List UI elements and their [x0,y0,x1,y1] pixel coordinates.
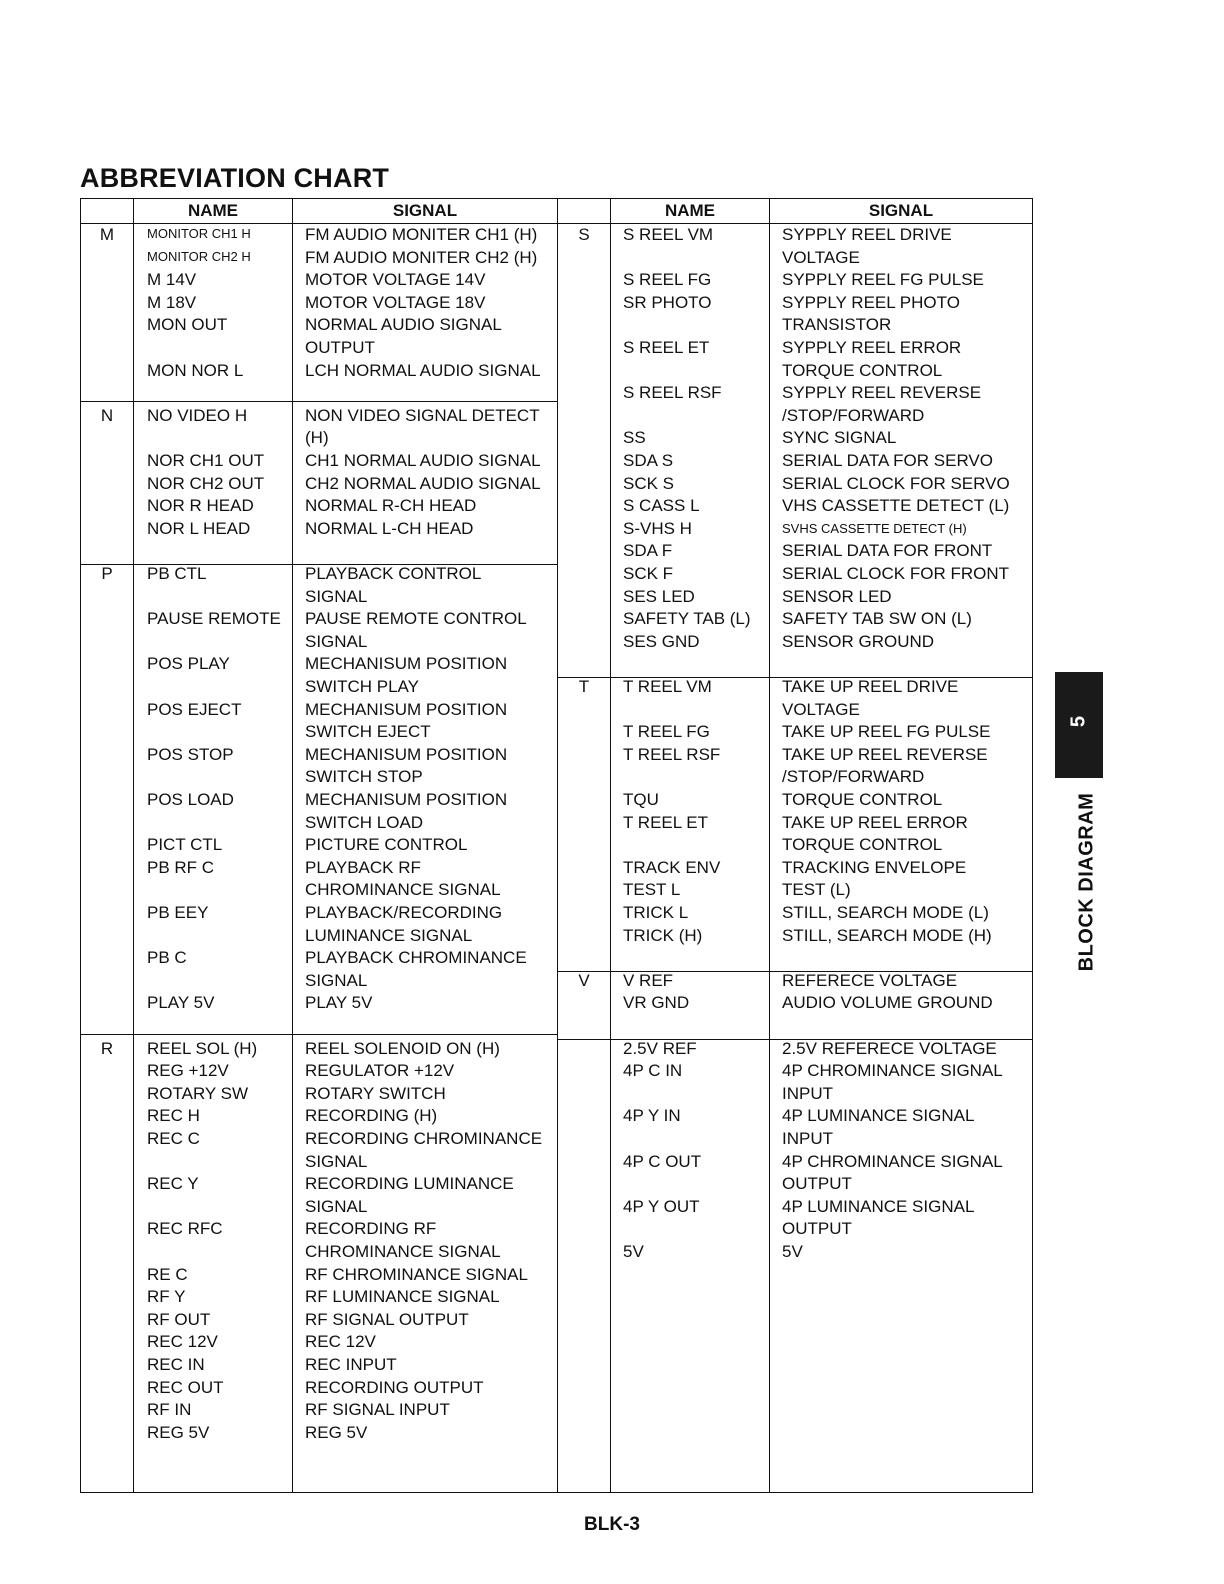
abbreviation-name: S REEL ET [623,338,710,357]
abbreviation-name: PB C [147,948,187,968]
abbreviation-name: NOR L HEAD [147,518,251,538]
signal-description: RECORDING CHROMINANCE [305,1129,543,1148]
signal-description: SIGNAL [305,1196,368,1216]
group-separator [81,401,558,402]
signal-description: MECHANISUM POSITION [305,744,508,764]
signal-description: SERIAL CLOCK FOR FRONT [782,564,1010,583]
signal-description: LCH NORMAL AUDIO SIGNAL [305,360,541,380]
right-name-header: NAME [664,201,716,220]
abbreviation-name: PAUSE REMOTE [147,609,281,629]
signal-description: OUTPUT [782,1219,852,1239]
group-letter: T [578,677,590,696]
signal-description: (H) [305,428,329,448]
signal-description: FM AUDIO MONITER CH2 (H) [305,247,538,267]
signal-description: AUDIO VOLUME GROUND [782,993,993,1013]
abbreviation-name: T REEL VM [623,677,712,696]
abbreviation-name: S-VHS H [623,518,692,538]
abbreviation-name: REC C [147,1129,200,1148]
group-letter: V [578,970,590,990]
signal-description: PAUSE REMOTE CONTROL [305,609,527,629]
signal-description: TAKE UP REEL DRIVE [782,677,959,696]
signal-description: /STOP/FORWARD [782,405,925,425]
signal-description: /STOP/FORWARD [782,767,925,787]
abbreviation-name: REC IN [147,1355,205,1374]
abbreviation-name: NOR R HEAD [147,496,254,516]
abbreviation-name: RF IN [147,1400,192,1420]
signal-description: MOTOR VOLTAGE 18V [305,292,486,312]
abbreviation-table [80,198,1033,1493]
abbreviation-name: REC H [147,1106,200,1126]
abbreviation-name: PB EEY [147,903,209,922]
abbreviation-name: SDA S [623,451,674,470]
signal-description: PLAYBACK CHROMINANCE [305,948,527,968]
abbreviation-name: 4P Y IN [623,1106,681,1126]
signal-description: TAKE UP REEL FG PULSE [782,722,991,742]
abbreviation-name: VR GND [623,993,690,1013]
signal-description: TEST (L) [782,880,851,900]
abbreviation-name: 5V [623,1242,644,1261]
abbreviation-name: 4P C OUT [623,1151,702,1171]
abbreviation-name: PB CTL [147,564,207,583]
signal-description: VHS CASSETTE DETECT (L) [782,496,1010,516]
signal-description: VOLTAGE [782,247,860,267]
signal-description: 4P LUMINANCE SIGNAL [782,1106,975,1126]
signal-description: PICTURE CONTROL [305,835,468,855]
abbreviation-name: PICT CTL [147,835,223,855]
signal-description: RF SIGNAL OUTPUT [305,1309,469,1329]
chapter-tab [1055,672,1103,778]
abbreviation-name: S REEL VM [623,225,714,244]
abbreviation-name: V REF [623,970,674,990]
signal-description: INPUT [782,1083,833,1103]
signal-description: REGULATOR +12V [305,1061,455,1081]
signal-description: SENSOR LED [782,586,892,606]
abbreviation-name: POS STOP [147,744,234,764]
signal-description: STILL, SEARCH MODE (H) [782,925,992,945]
signal-description: TORQUE CONTROL [782,835,943,855]
abbreviation-name: TQU [623,790,659,809]
abbreviation-name: 4P C IN [623,1061,683,1081]
abbreviation-name: 4P Y OUT [623,1196,700,1216]
abbreviation-name: RF Y [147,1287,186,1307]
chapter-number: 5 [1067,715,1090,728]
signal-description: RF CHROMINANCE SIGNAL [305,1264,528,1284]
signal-description: TORQUE CONTROL [782,790,943,809]
abbreviation-name: 2.5V REF [623,1038,697,1058]
signal-description: RECORDING RF [305,1219,437,1239]
abbreviation-name: REG 5V [147,1422,210,1442]
left-name-header: NAME [187,201,239,220]
signal-description: MECHANISUM POSITION [305,699,508,719]
signal-description: SYPPLY REEL DRIVE [782,225,952,244]
signal-description: SERIAL DATA FOR SERVO [782,451,993,470]
group-separator [81,1034,558,1035]
abbreviation-name: POS EJECT [147,699,242,719]
signal-description: SIGNAL [305,1151,368,1171]
signal-description: REC 12V [305,1332,376,1352]
abbreviation-name: NO VIDEO H [147,405,248,425]
chapter-label: BLOCK DIAGRAM [1075,792,1098,972]
signal-description: ROTARY SWITCH [305,1083,446,1103]
signal-description: MECHANISUM POSITION [305,790,508,809]
signal-description: INPUT [782,1129,833,1148]
signal-description: STILL, SEARCH MODE (L) [782,903,989,922]
group-letter: R [100,1038,114,1058]
abbreviation-name: POS PLAY [147,654,230,674]
abbreviation-name: TRACK ENV [623,857,721,877]
abbreviation-name: TEST L [623,880,681,900]
abbreviation-name: MON OUT [147,315,228,335]
signal-description: RECORDING (H) [305,1106,438,1126]
signal-description: CH2 NORMAL AUDIO SIGNAL [305,473,541,493]
signal-description: NORMAL L-CH HEAD [305,518,474,538]
signal-description: SWITCH STOP [305,767,423,787]
signal-description: SENSOR GROUND [782,631,935,651]
signal-description: RF LUMINANCE SIGNAL [305,1287,500,1307]
signal-description: MOTOR VOLTAGE 14V [305,270,486,290]
page-footer: BLK-3 [584,1514,640,1535]
abbreviation-name: MONITOR CH1 H [147,226,251,241]
signal-description: SERIAL DATA FOR FRONT [782,541,993,561]
group-letter: M [99,225,115,244]
group-letter: S [578,225,590,244]
abbreviation-name: MONITOR CH2 H [147,248,251,264]
abbreviation-name: M 14V [147,270,197,290]
signal-description: RECORDING LUMINANCE [305,1174,514,1194]
abbreviation-name: S CASS L [623,496,700,516]
signal-description: CH1 NORMAL AUDIO SIGNAL [305,451,541,470]
signal-description: REG 5V [305,1422,368,1442]
signal-description: CHROMINANCE SIGNAL [305,880,501,900]
signal-description: SIGNAL [305,586,368,606]
signal-description: SVHS CASSETTE DETECT (H) [782,520,967,536]
signal-description: 4P LUMINANCE SIGNAL [782,1196,975,1216]
abbreviation-name: PLAY 5V [147,993,215,1013]
abbreviation-name: SAFETY TAB (L) [623,609,751,629]
abbreviation-name: RF OUT [147,1309,211,1329]
abbreviation-name: S REEL FG [623,270,712,290]
signal-description: TRANSISTOR [782,315,892,335]
signal-description: SYPPLY REEL REVERSE [782,383,982,403]
signal-description: PLAYBACK/RECORDING [305,903,503,922]
signal-description: 2.5V REFERECE VOLTAGE [782,1038,997,1058]
signal-description: SYPPLY REEL PHOTO [782,292,960,312]
abbreviation-name: NOR CH2 OUT [147,473,265,493]
abbreviation-name: SES LED [623,586,695,606]
abbreviation-name: REC RFC [147,1219,223,1239]
page-title: ABBREVIATION CHART [80,163,390,193]
signal-description: RECORDING OUTPUT [305,1377,484,1397]
signal-description: SYNC SIGNAL [782,428,897,448]
signal-description: SWITCH LOAD [305,812,424,832]
signal-description: CHROMINANCE SIGNAL [305,1242,501,1261]
abbreviation-name: REG +12V [147,1061,229,1081]
abbreviation-name: NOR CH1 OUT [147,451,265,470]
signal-description: PLAY 5V [305,993,373,1013]
signal-description: OUTPUT [305,338,375,357]
right-signal-header: SIGNAL [868,201,934,220]
signal-description: SIGNAL [305,970,368,990]
abbreviation-name: REEL SOL (H) [147,1038,258,1058]
signal-description: TAKE UP REEL ERROR [782,812,968,832]
abbreviation-name: SES GND [623,631,700,651]
signal-description: TORQUE CONTROL [782,360,943,380]
left-signal-header: SIGNAL [392,201,458,220]
signal-description: PLAYBACK CONTROL [305,564,482,583]
abbreviation-name: RE C [147,1264,188,1284]
signal-description: SIGNAL [305,631,368,651]
group-letter: N [100,405,114,425]
signal-description: REC INPUT [305,1355,397,1374]
signal-description: 4P CHROMINANCE SIGNAL [782,1151,1003,1171]
abbreviation-name: MON NOR L [147,360,244,380]
signal-description: SWITCH PLAY [305,677,419,696]
signal-description: NORMAL AUDIO SIGNAL [305,315,502,335]
abbreviation-name: ROTARY SW [147,1083,249,1103]
signal-description: 4P CHROMINANCE SIGNAL [782,1061,1003,1081]
signal-description: LUMINANCE SIGNAL [305,925,473,945]
signal-description: MECHANISUM POSITION [305,654,508,674]
abbreviation-name: T REEL RSF [623,744,721,764]
abbreviation-name: SS [623,428,646,448]
signal-description: SYPPLY REEL FG PULSE [782,270,984,290]
signal-description: NORMAL R-CH HEAD [305,496,477,516]
signal-description: SAFETY TAB SW ON (L) [782,609,972,629]
abbreviation-name: SCK S [623,473,675,493]
abbreviation-name: M 18V [147,292,197,312]
abbreviation-name: SDA F [623,541,673,561]
signal-description: SWITCH EJECT [305,722,431,742]
group-letter: P [101,564,113,583]
signal-description: 5V [782,1242,803,1261]
abbreviation-name: POS LOAD [147,790,234,809]
abbreviation-name: REC OUT [147,1377,224,1397]
abbreviation-name: TRICK (H) [623,925,703,945]
signal-description: NON VIDEO SIGNAL DETECT [305,405,540,425]
signal-description: VOLTAGE [782,699,860,719]
signal-description: RF SIGNAL INPUT [305,1400,450,1420]
abbreviation-name: T REEL FG [623,722,710,742]
signal-description: SYPPLY REEL ERROR [782,338,962,357]
abbreviation-name: SCK F [623,564,674,583]
signal-description: TAKE UP REEL REVERSE [782,744,988,764]
signal-description: TRACKING ENVELOPE [782,857,967,877]
abbreviation-name: PB RF C [147,857,215,877]
abbreviation-name: S REEL RSF [623,383,722,403]
abbreviation-name: SR PHOTO [623,292,712,312]
signal-description: SERIAL CLOCK FOR SERVO [782,473,1010,493]
abbreviation-name: TRICK L [623,903,689,922]
signal-description: REEL SOLENOID ON (H) [305,1038,500,1058]
signal-description: OUTPUT [782,1174,852,1194]
abbreviation-name: REC 12V [147,1332,218,1352]
abbreviation-name: T REEL ET [623,812,709,832]
abbreviation-name: REC Y [147,1174,199,1194]
signal-description: PLAYBACK RF [305,857,421,877]
signal-description: FM AUDIO MONITER CH1 (H) [305,225,538,244]
signal-description: REFERECE VOLTAGE [782,970,958,990]
